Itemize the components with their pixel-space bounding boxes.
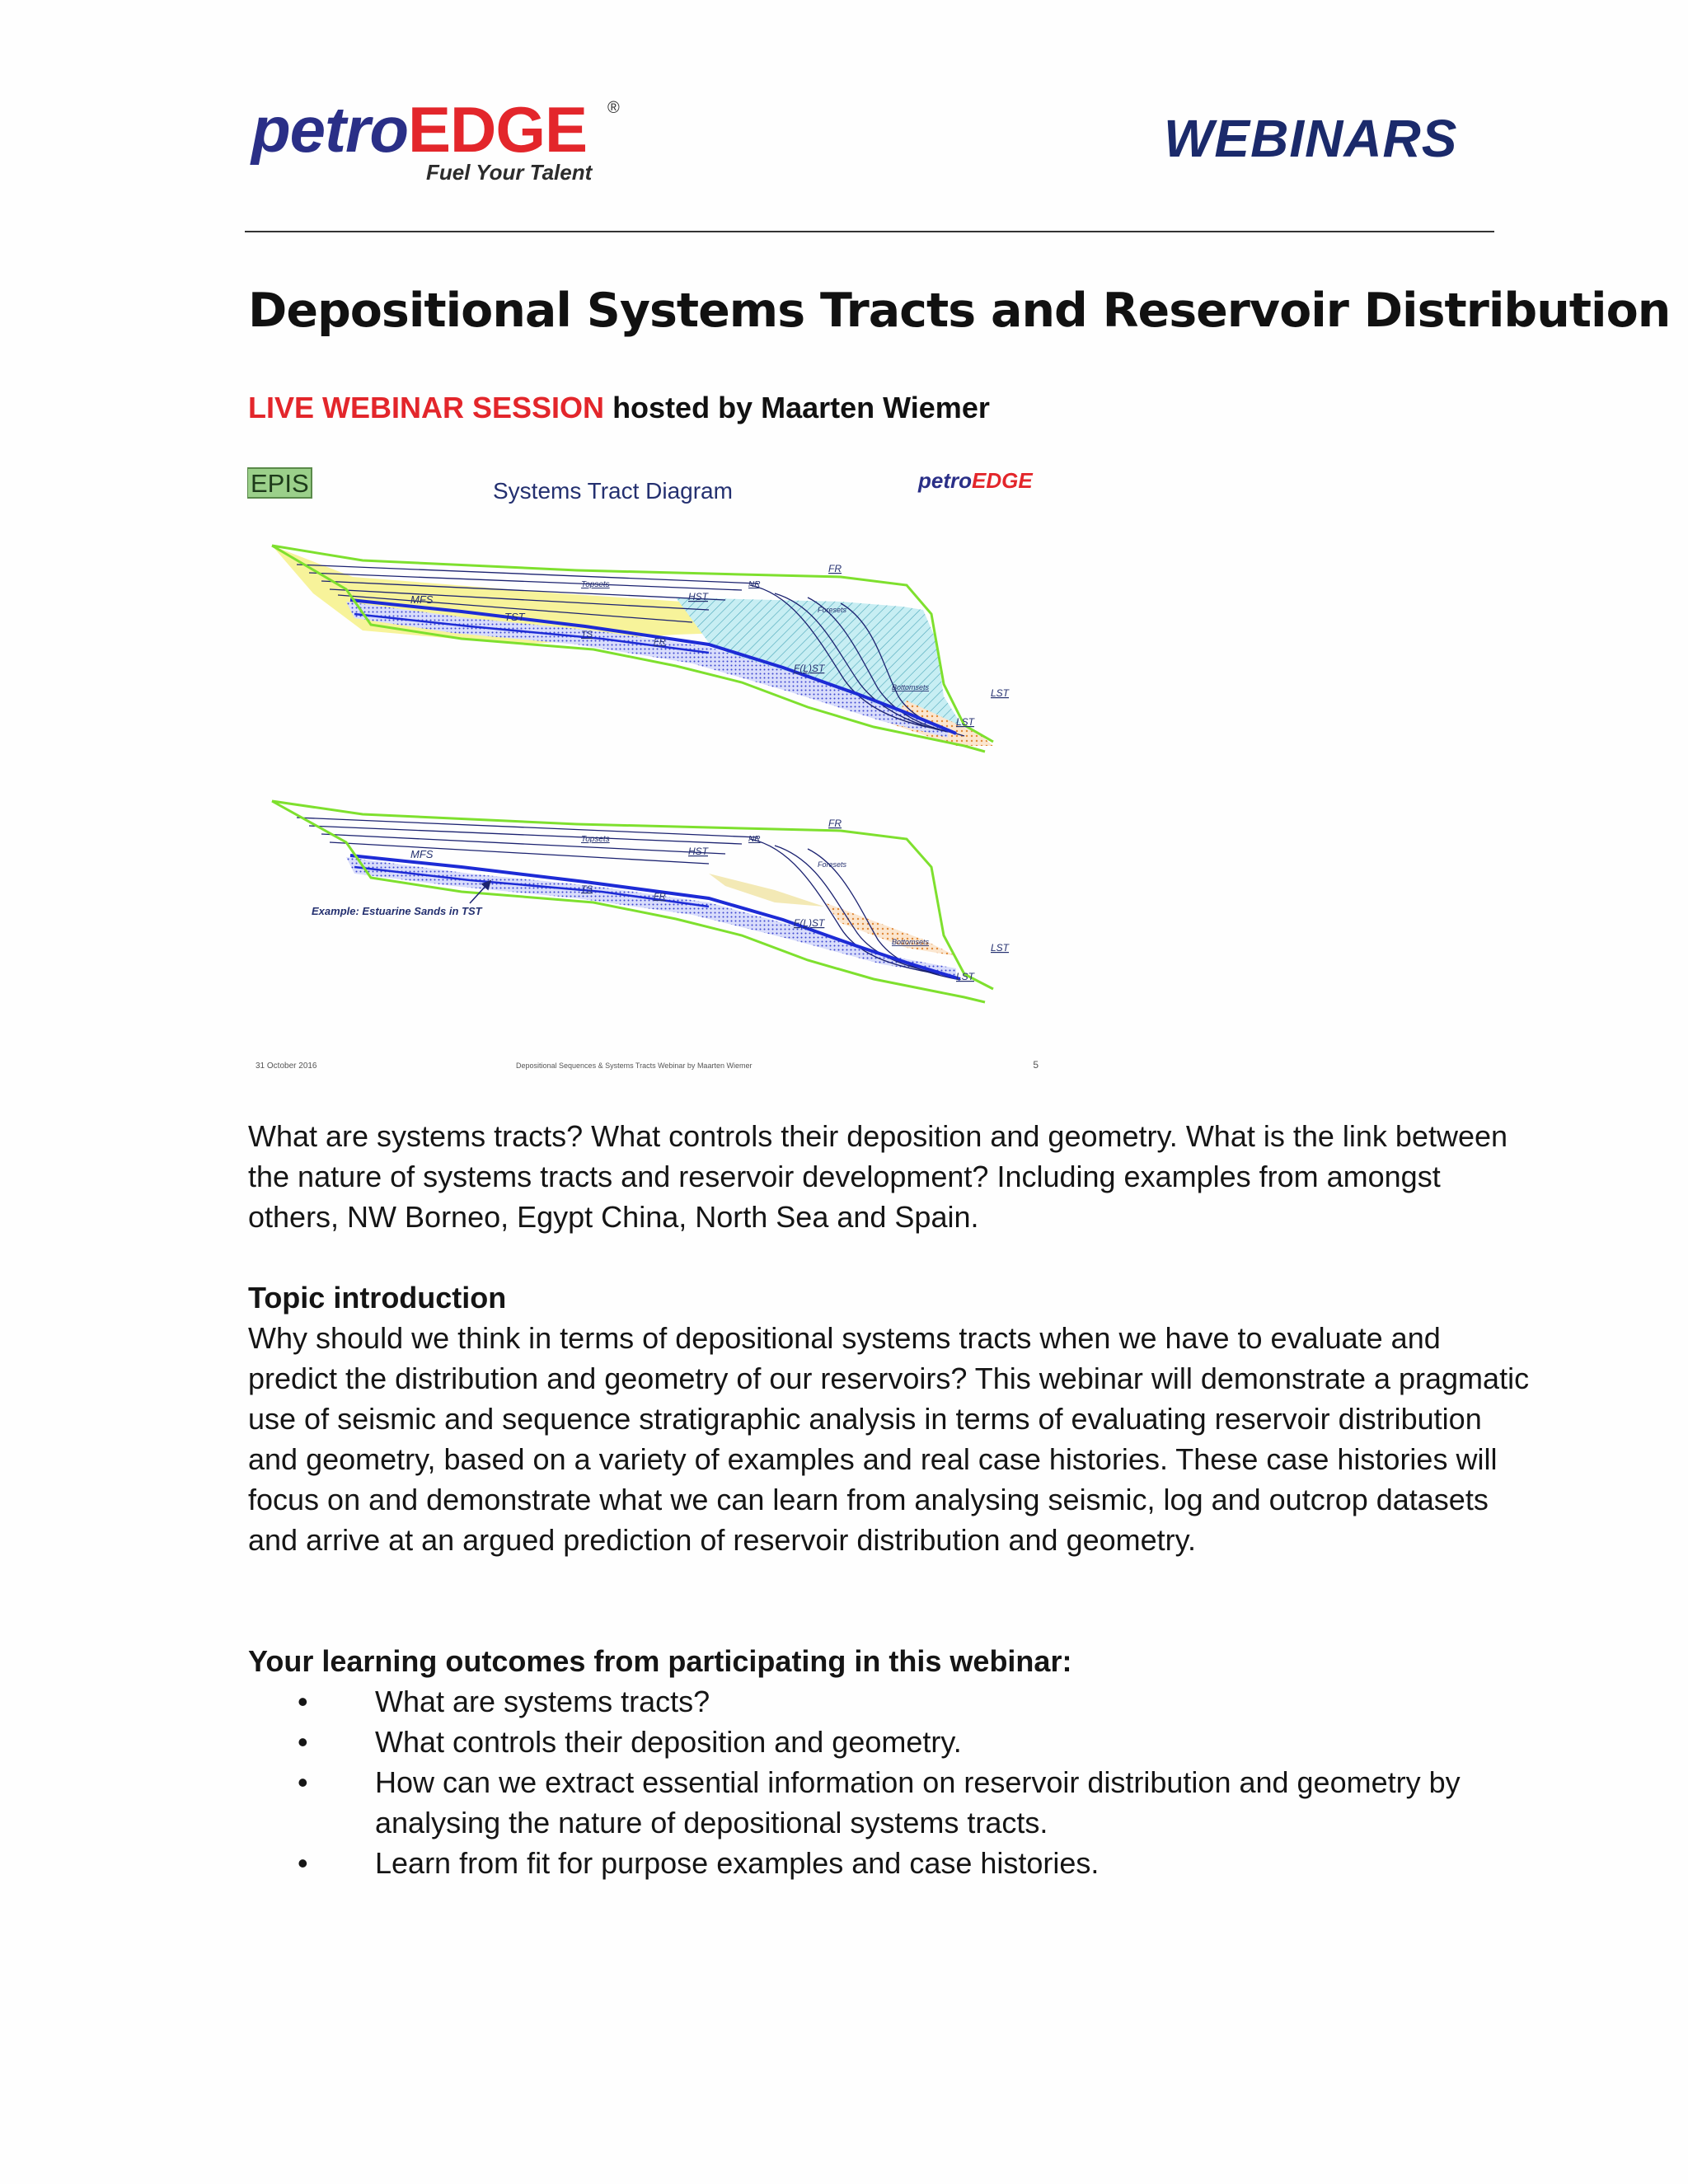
list-item — [248, 1722, 1534, 1762]
page-title: Depositional Systems Tracts and Reservoir Distribution — [248, 284, 1671, 338]
topic-paragraph: Why should we think in terms of depositional systems tracts when we have to evaluate and predict the distribution and geometry of our reservoirs? This webinar will demonstrate a pragmatic use of seismic and sequence stratigraphic analysis in terms of evaluating reservoir distribution and geometry, based on a variety of examples and real case histories. These case histories will focus on and demonstrate what we can learn from analysing seismic, log and outcrop datasets and arrive at an argued prediction of reservoir distribution and geometry. — [248, 1321, 1530, 1557]
list-item — [248, 1681, 1534, 1722]
logo-edge-text: EDGE — [408, 93, 588, 166]
label-hst: HST — [688, 591, 708, 602]
logo-wordmark — [251, 93, 588, 166]
label-foresets: Foresets — [818, 860, 847, 869]
figure-logo-edge: EDGE — [972, 468, 1033, 493]
header-divider — [245, 231, 1494, 232]
topset-line — [321, 834, 725, 854]
list-item — [248, 1762, 1534, 1843]
slide-page-number: 5 — [1033, 1059, 1039, 1071]
label-tst: TST — [504, 611, 525, 623]
logo-petro-text: petro — [251, 93, 408, 166]
bullet-marker: • — [298, 1725, 308, 1759]
label-fr-mid: FR — [654, 892, 666, 902]
bullet-marker: • — [298, 1846, 308, 1880]
label-fr-top: FR — [828, 818, 842, 829]
epis-badge: EPIS — [251, 469, 309, 498]
label-lst-right: LST — [991, 687, 1010, 699]
registered-mark: ® — [607, 99, 620, 117]
label-topsets: Topsets — [581, 580, 610, 589]
list-item — [248, 1843, 1534, 1883]
slide-date: 31 October 2016 — [256, 1062, 317, 1071]
diagram-heading: Systems Tract Diagram — [493, 478, 733, 504]
label-mfs: MFS — [410, 848, 434, 860]
webinars-label: WEBINARS — [1164, 109, 1458, 168]
label-lst-right: LST — [991, 942, 1010, 954]
host-text: hosted by Maarten Wiemer — [604, 391, 990, 424]
live-session-label: LIVE WEBINAR SESSION — [248, 391, 605, 424]
intro-paragraph: What are systems tracts? What controls their deposition and geometry. What is the link between the nature of systems tracts and reservoir development? Including examples from amongst others, NW Borneo, Egypt China, North Sea and Spain. — [248, 1119, 1508, 1234]
label-topsets: Topsets — [581, 835, 610, 844]
systems-tract-figure — [247, 462, 1047, 1080]
label-nr: NR — [748, 835, 761, 844]
list-item-text: How can we extract essential information on reservoir distribution and geometry by analysing the nature of depositional systems tracts. — [375, 1765, 1461, 1840]
list-item-text: Learn from fit for purpose examples and case histories. — [375, 1846, 1100, 1880]
label-flst: F(L)ST — [794, 917, 825, 929]
topic-heading: Topic introduction — [248, 1281, 507, 1315]
outcomes-list — [248, 1681, 1534, 1883]
label-bottomsets: Bottomsets — [892, 938, 930, 946]
label-flst: F(L)ST — [794, 663, 825, 674]
label-fr-mid: FR — [654, 637, 666, 647]
label-hst: HST — [688, 846, 708, 857]
slide-caption: Depositional Sequences & Systems Tracts Webinar by Maarten Wiemer — [516, 1062, 753, 1070]
label-nr: NR — [748, 580, 761, 589]
label-fr-top: FR — [828, 563, 842, 574]
logo-tagline: Fuel Your Talent — [426, 160, 593, 185]
label-lst-bottom: LST — [956, 716, 975, 728]
diagram-bottom-panel — [272, 801, 1010, 1002]
topset-line — [309, 826, 742, 844]
session-line — [248, 391, 990, 425]
label-mfs: MFS — [410, 593, 434, 606]
figure-logo-petro: petro — [918, 468, 972, 493]
bullet-marker: • — [298, 1685, 308, 1718]
petroedge-logo — [251, 93, 631, 188]
outcomes-heading: Your learning outcomes from participating in this webinar: — [248, 1644, 1072, 1678]
label-ts: TS — [581, 884, 593, 894]
example-caption: Example: Estuarine Sands in TST — [312, 905, 482, 917]
list-item-text: What are systems tracts? — [375, 1685, 710, 1718]
list-item-text: What controls their deposition and geometry. — [375, 1725, 962, 1759]
label-bottomsets: Bottomsets — [892, 683, 930, 691]
label-lst-bottom: LST — [956, 971, 975, 982]
bullet-marker: • — [298, 1765, 308, 1799]
label-foresets: Foresets — [818, 606, 847, 614]
figure-logo — [917, 468, 1033, 493]
diagram-top-panel — [272, 546, 1010, 752]
label-ts: TS — [581, 630, 593, 640]
